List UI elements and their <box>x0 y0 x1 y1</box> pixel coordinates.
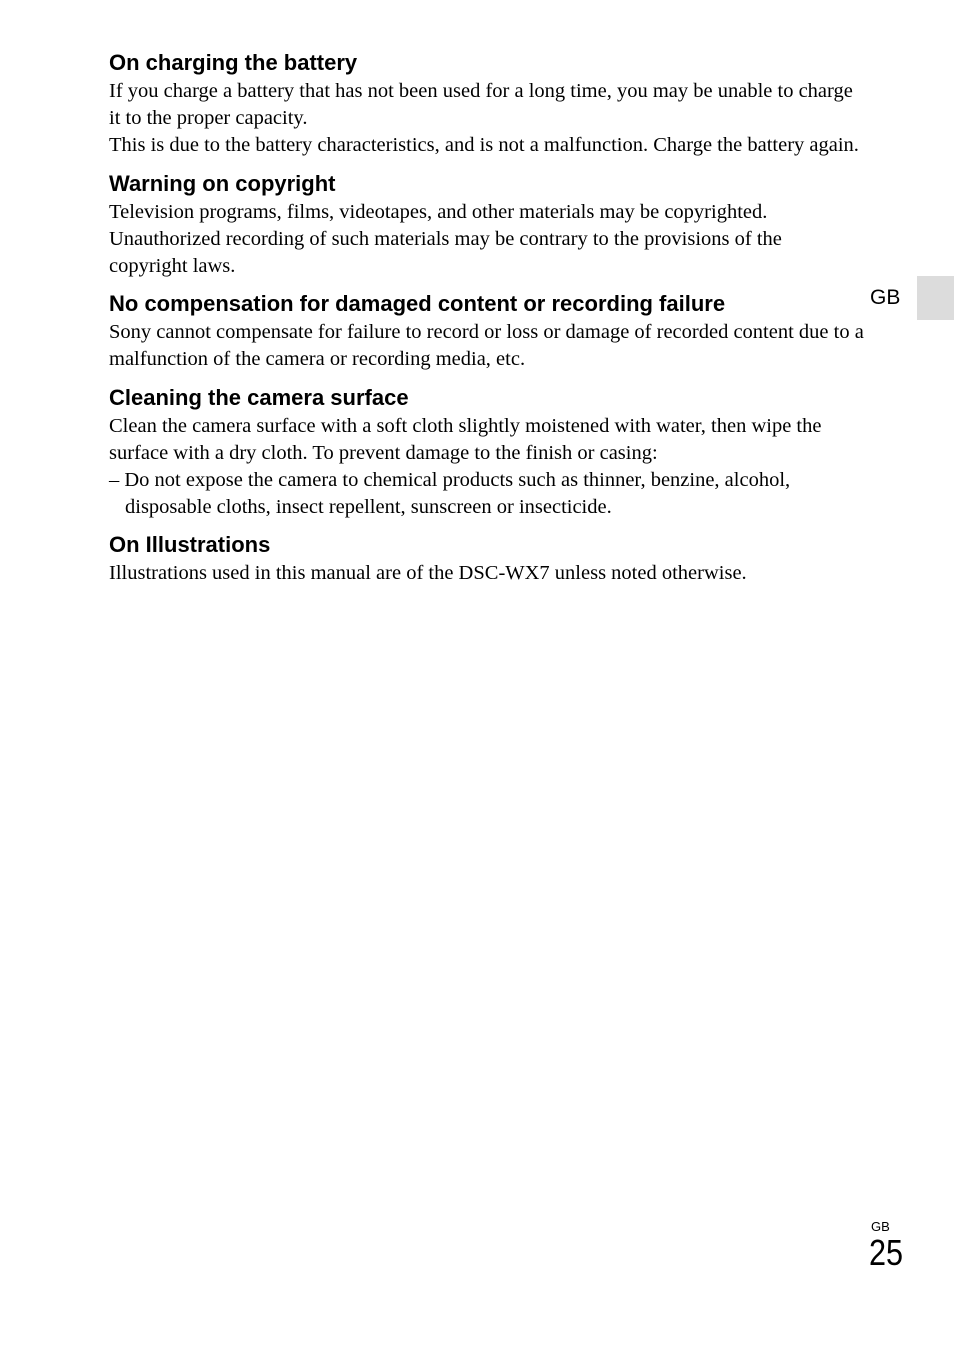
page-number: 25 <box>869 1232 904 1273</box>
section-paragraph: Sony cannot compensate for failure to record or loss or damage of recorded content due to a malfunction of the camera or recording media, etc. <box>109 321 864 371</box>
section-paragraph: Illustrations used in this manual are of the DSC-WX7 unless noted otherwise. <box>109 562 747 585</box>
language-side-tab <box>917 276 954 320</box>
section-charging-battery <box>109 48 864 160</box>
language-side-label: GB <box>870 286 901 309</box>
section-paragraph: If you charge a battery that has not been used for a long time, you may be unable to charge it to the proper capacity. <box>109 80 853 130</box>
section-illustrations <box>109 530 864 587</box>
section-paragraph: Television programs, films, videotapes, and other materials may be copyrighted. Unauthorized recording of such materials may be contrary to the provisions of the copyright laws. <box>109 200 782 278</box>
section-cleaning-surface <box>109 383 864 522</box>
section-paragraph: Clean the camera surface with a soft cloth slightly moistened with water, then wipe the surface with a dry cloth. To prevent damage to the finish or casing: <box>109 414 822 464</box>
list-item: – Do not expose the camera to chemical products such as thinner, benzine, alcohol, disposable cloths, insect repellent, sunscreen or insecticide. <box>109 469 791 519</box>
section-no-compensation <box>109 289 864 373</box>
section-heading: On charging the battery <box>109 50 358 75</box>
section-heading: Warning on copyright <box>109 170 336 196</box>
section-heading: On Illustrations <box>109 532 271 558</box>
section-heading: Cleaning the camera surface <box>109 384 409 410</box>
section-copyright <box>109 169 864 281</box>
section-heading: No compensation for damaged content or recording failure <box>109 291 726 317</box>
page-language-code: GB <box>871 1219 890 1234</box>
section-paragraph: This is due to the battery characteristics, and is not a malfunction. Charge the battery again. <box>109 134 859 157</box>
document-body <box>109 48 864 597</box>
